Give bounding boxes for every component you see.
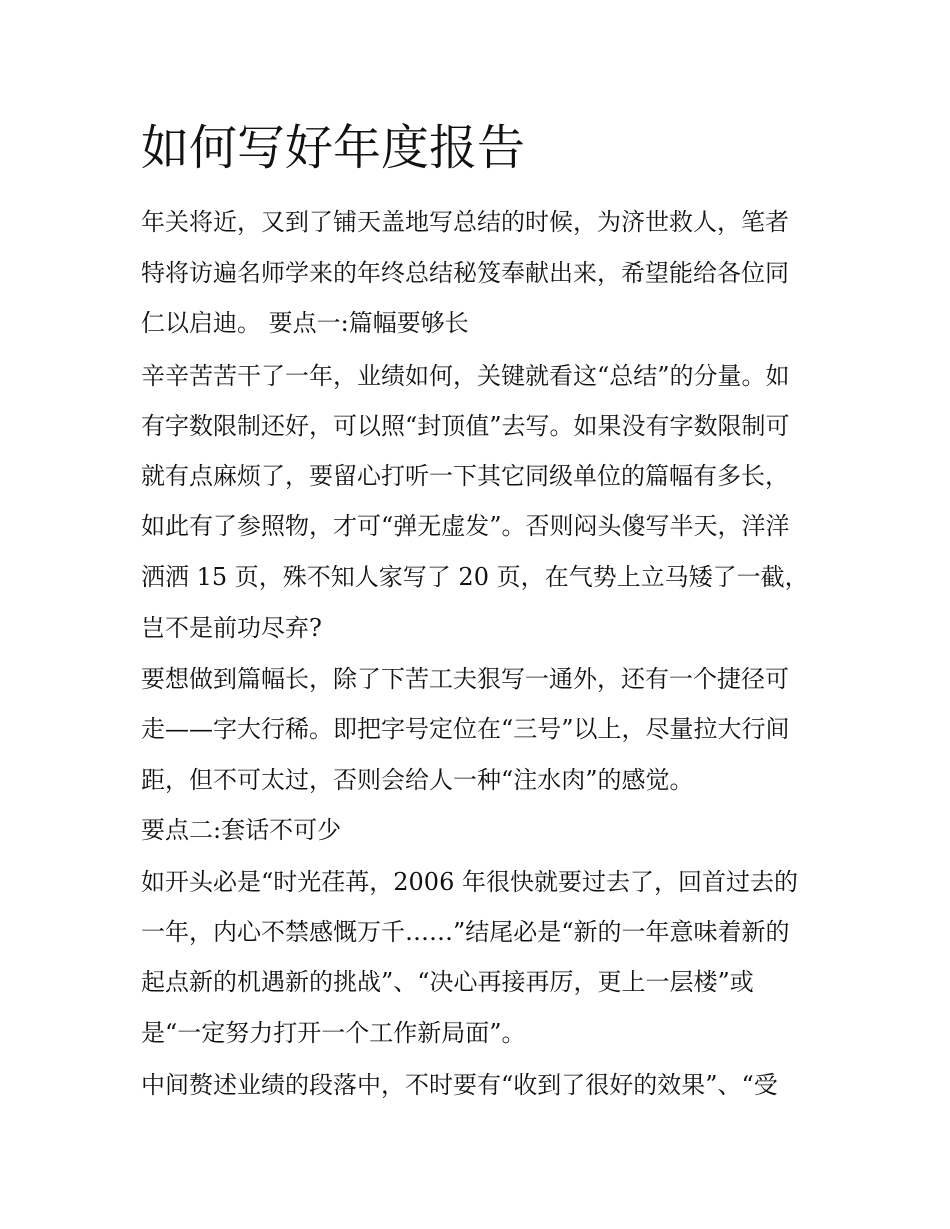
body-line-10: 要想做到篇幅长，除了下苦工夫狠写一通外，还有一个捷径可 bbox=[141, 665, 789, 693]
body-line-16: 起点新的机遇新的挑战”、“决心再接再厉，更上一层楼”或 bbox=[141, 968, 754, 996]
body-line-12: 距，但不可太过，否则会给人一种“注水肉”的感觉。 bbox=[141, 766, 694, 794]
section-heading-2: 要点二:套话不可少 bbox=[141, 816, 342, 844]
body-line-14: 如开头必是“时光荏苒，2006 年很快就要过去了，回首过去的 bbox=[141, 868, 798, 896]
body-line-15: 一年，内心不禁感慨万千……”结尾必是“新的一年意味着新的 bbox=[141, 918, 790, 946]
body-line-17: 是“一定努力打开一个工作新局面”。 bbox=[141, 1019, 526, 1047]
body-line-4: 辛辛苦苦干了一年，业绩如何，关键就看这“总结”的分量。如 bbox=[141, 362, 790, 390]
body-line-18: 中间赘述业绩的段落中，不时要有“收到了很好的效果”、“受 bbox=[141, 1071, 778, 1099]
body-line-9: 岂不是前功尽弃? bbox=[141, 614, 322, 642]
body-line-6: 就有点麻烦了，要留心打听一下其它同级单位的篇幅有多长， bbox=[141, 462, 789, 490]
body-line-3: 仁以启迪。 要点一:篇幅要够长 bbox=[141, 309, 469, 337]
body-line-8: 洒洒 15 页，殊不知人家写了 20 页，在气势上立马矮了一截， bbox=[141, 563, 809, 591]
document-title: 如何写好年度报告 bbox=[141, 120, 526, 176]
body-line-1: 年关将近，又到了铺天盖地写总结的时候，为济世救人，笔者 bbox=[141, 208, 789, 236]
body-line-2: 特将访遍名师学来的年终总结秘笈奉献出来，希望能给各位同 bbox=[141, 259, 789, 287]
body-line-11: 走——字大行稀。即把字号定位在“三号”以上，尽量拉大行间 bbox=[141, 715, 790, 743]
body-line-5: 有字数限制还好，可以照“封顶值”去写。如果没有字数限制可 bbox=[141, 412, 790, 440]
body-line-7: 如此有了参照物，才可“弹无虚发”。否则闷头傻写半天，洋洋 bbox=[141, 512, 790, 540]
